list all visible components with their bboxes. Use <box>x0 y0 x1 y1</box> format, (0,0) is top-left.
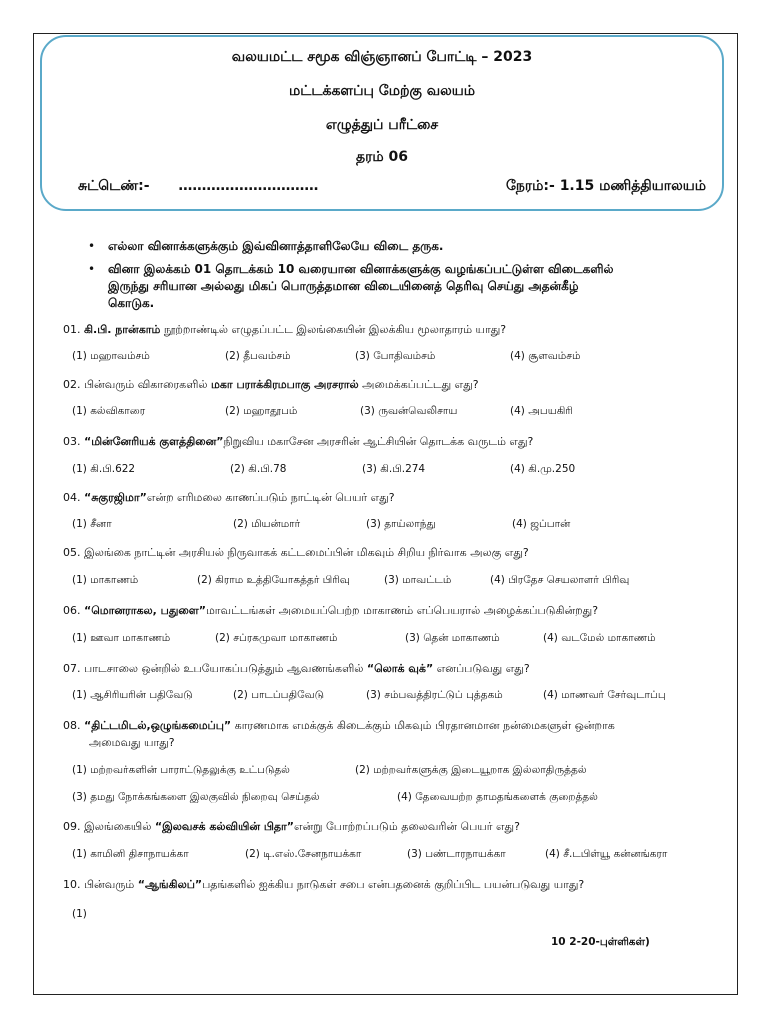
question-10: 10. பின்வரும் “ஆங்கிலப்”பதங்களில் ஐக்கிய நாடுகள் சபை என்பதனைக் குறிப்பிட பயன்படுவது யாது? <box>63 878 585 891</box>
q1-option-2[interactable]: (2) தீபவம்சம் <box>225 350 291 362</box>
question-4: 04. “சுகுரஜிமா”என்ற எரிமலை காணப்படும் நாட்டின் பெயர் எது? <box>63 491 395 504</box>
bullet-icon: • <box>88 262 96 276</box>
q4-option-4[interactable]: (4) ஜப்பான் <box>512 518 571 530</box>
q5-option-4[interactable]: (4) பிரதேச செயலாளர் பிரிவு <box>490 574 630 586</box>
exam-title: வலயமட்ட சமூக விஞ்ஞானப் போட்டி – 2023 <box>231 49 533 65</box>
q8-option-2[interactable]: (2) மற்றவர்களுக்கு இடையூறாக இல்லாதிருத்தல் <box>355 764 587 776</box>
q8-option-1[interactable]: (1) மற்றவர்களின் பாராட்டுதலுக்கு உட்படுதல் <box>72 764 290 776</box>
q4-option-2[interactable]: (2) மியன்மார் <box>233 518 301 530</box>
q9-option-4[interactable]: (4) சீ.டபிள்யூ கன்னங்கரா <box>545 848 668 860</box>
q9-option-1[interactable]: (1) காமினி திசாநாயக்கா <box>72 848 189 860</box>
instruction-2: வினா இலக்கம் 01 தொடக்கம் 10 வரையான வினாக்களுக்கு வழங்கப்பட்டுள்ள விடைகளில் <box>108 262 614 276</box>
q5-option-2[interactable]: (2) கிராம உத்தியோகத்தர் பிரிவு <box>197 574 350 586</box>
instruction-1: எல்லா வினாக்களுக்கும் இவ்வினாத்தாளிலேயே விடை தருக. <box>108 239 444 253</box>
q7-option-4[interactable]: (4) மாணவர் சேர்வுடாப்பு <box>543 689 666 701</box>
q6-option-4[interactable]: (4) வடமேல் மாகாணம் <box>543 632 656 644</box>
q5-option-1[interactable]: (1) மாகாணம் <box>72 574 139 586</box>
q2-option-4[interactable]: (4) அபயகிரி <box>510 405 573 417</box>
question-9: 09. இலங்கையில் “இலவசக் கல்வியின் பிதா”என்று போற்றப்படும் தலைவரின் பெயர் எது? <box>63 820 520 833</box>
question-1: 01. கி.பி. நான்காம் நூற்றாண்டில் எழுதப்பட்ட இலங்கையின் இலக்கிய மூலாதாரம் யாது? <box>63 323 507 336</box>
q2-option-3[interactable]: (3) ருவன்வெலிசாய <box>360 405 458 417</box>
q3-option-3[interactable]: (3) கி.பி.274 <box>362 463 426 475</box>
q2-option-2[interactable]: (2) மஹாதூபம் <box>225 405 298 417</box>
q6-option-3[interactable]: (3) தென் மாகாணம் <box>405 632 500 644</box>
instruction-2-cont: இருந்து சரியான அல்லது மிகப் பொருத்தமான விடையினைத் தெரிவு செய்து அதன்கீழ் <box>108 279 579 293</box>
q9-option-2[interactable]: (2) டி.எஸ்.சேனநாயக்கா <box>245 848 362 860</box>
time-allowed: நேரம்:- 1.15 மணித்தியாலயம் <box>505 178 706 194</box>
question-3: 03. “மின்னேரியக் குளத்தினை”நிறுவிய மகாசேன அரசரின் ஆட்சியின் தொடக்க வருடம் எது? <box>63 435 534 448</box>
q7-option-1[interactable]: (1) ஆசிரியரின் பதிவேடு <box>72 689 193 701</box>
q7-option-3[interactable]: (3) சம்பவத்திரட்டுப் புத்தகம் <box>366 689 503 701</box>
exam-type: எழுத்துப் பரீட்சை <box>325 117 439 133</box>
q8-option-3[interactable]: (3) தமது நோக்கங்களை இலகுவில் நிறைவு செய்தல் <box>72 791 320 803</box>
q3-option-4[interactable]: (4) கி.மு.250 <box>510 463 576 475</box>
q8-option-4[interactable]: (4) தேவையற்ற தாமதங்களைக் குறைத்தல் <box>397 791 598 803</box>
question-5: 05. இலங்கை நாட்டின் அரசியல் நிருவாகக் கட்டமைப்பின் மிகவும் சிறிய நிர்வாக அலகு எது? <box>63 546 529 559</box>
bullet-icon: • <box>88 239 96 253</box>
q7-option-2[interactable]: (2) பாடப்பதிவேடு <box>233 689 324 701</box>
q3-option-1[interactable]: (1) கி.பி.622 <box>72 463 136 475</box>
q3-option-2[interactable]: (2) கி.பி.78 <box>230 463 287 475</box>
q1-option-4[interactable]: (4) சூளவம்சம் <box>510 350 581 362</box>
instruction-2-end: கொடுக. <box>108 296 155 310</box>
q4-option-3[interactable]: (3) தாய்லாந்து <box>366 518 436 530</box>
question-7: 07. பாடசாலை ஒன்றில் உபயோகப்படுத்தும் ஆவணங்களில் “லொக் வுக்” எனப்படுவது எது? <box>63 662 530 675</box>
q2-option-1[interactable]: (1) கல்விகாரை <box>72 405 146 417</box>
q1-option-3[interactable]: (3) போதிவம்சம் <box>355 350 436 362</box>
question-8-continued: அமைவது யாது? <box>89 736 175 749</box>
question-8: 08. “திட்டமிடல்,ஒழுங்கமைப்பு” காரணமாக எமக்குக் கிடைக்கும் மிகவும் பிரதானமான நன்மைகளுள் ஒன்றாக <box>63 719 615 732</box>
marks-footer: 10 2-20-புள்ளிகள்) <box>551 936 650 948</box>
q6-option-1[interactable]: (1) ஊவா மாகாணம் <box>72 632 171 644</box>
q5-option-3[interactable]: (3) மாவட்டம் <box>384 574 452 586</box>
q1-option-1[interactable]: (1) மஹாவம்சம் <box>72 350 150 362</box>
q9-option-3[interactable]: (3) பண்டாரநாயக்கா <box>407 848 506 860</box>
grade: தரம் 06 <box>356 149 408 165</box>
q4-option-1[interactable]: (1) சீனா <box>72 518 112 530</box>
zone-name: மட்டக்களப்பு மேற்கு வலயம் <box>288 83 476 99</box>
q6-option-2[interactable]: (2) சப்ரகமுவா மாகாணம் <box>215 632 338 644</box>
q10-option-1[interactable]: (1) <box>72 908 87 920</box>
question-6: 06. “மொனராகல, பதுளை”மாவட்டங்கள் அமையப்பெற்ற மாகாணம் எப்பெயரால் அழைக்கப்படுகின்றது? <box>63 604 599 617</box>
index-number-field: சுட்டெண்:- ………………………… <box>78 178 319 194</box>
question-2: 02. பின்வரும் விகாரைகளில் மகா பராக்கிரமபாகு அரசரால் அமைக்கப்பட்டது எது? <box>63 378 479 391</box>
